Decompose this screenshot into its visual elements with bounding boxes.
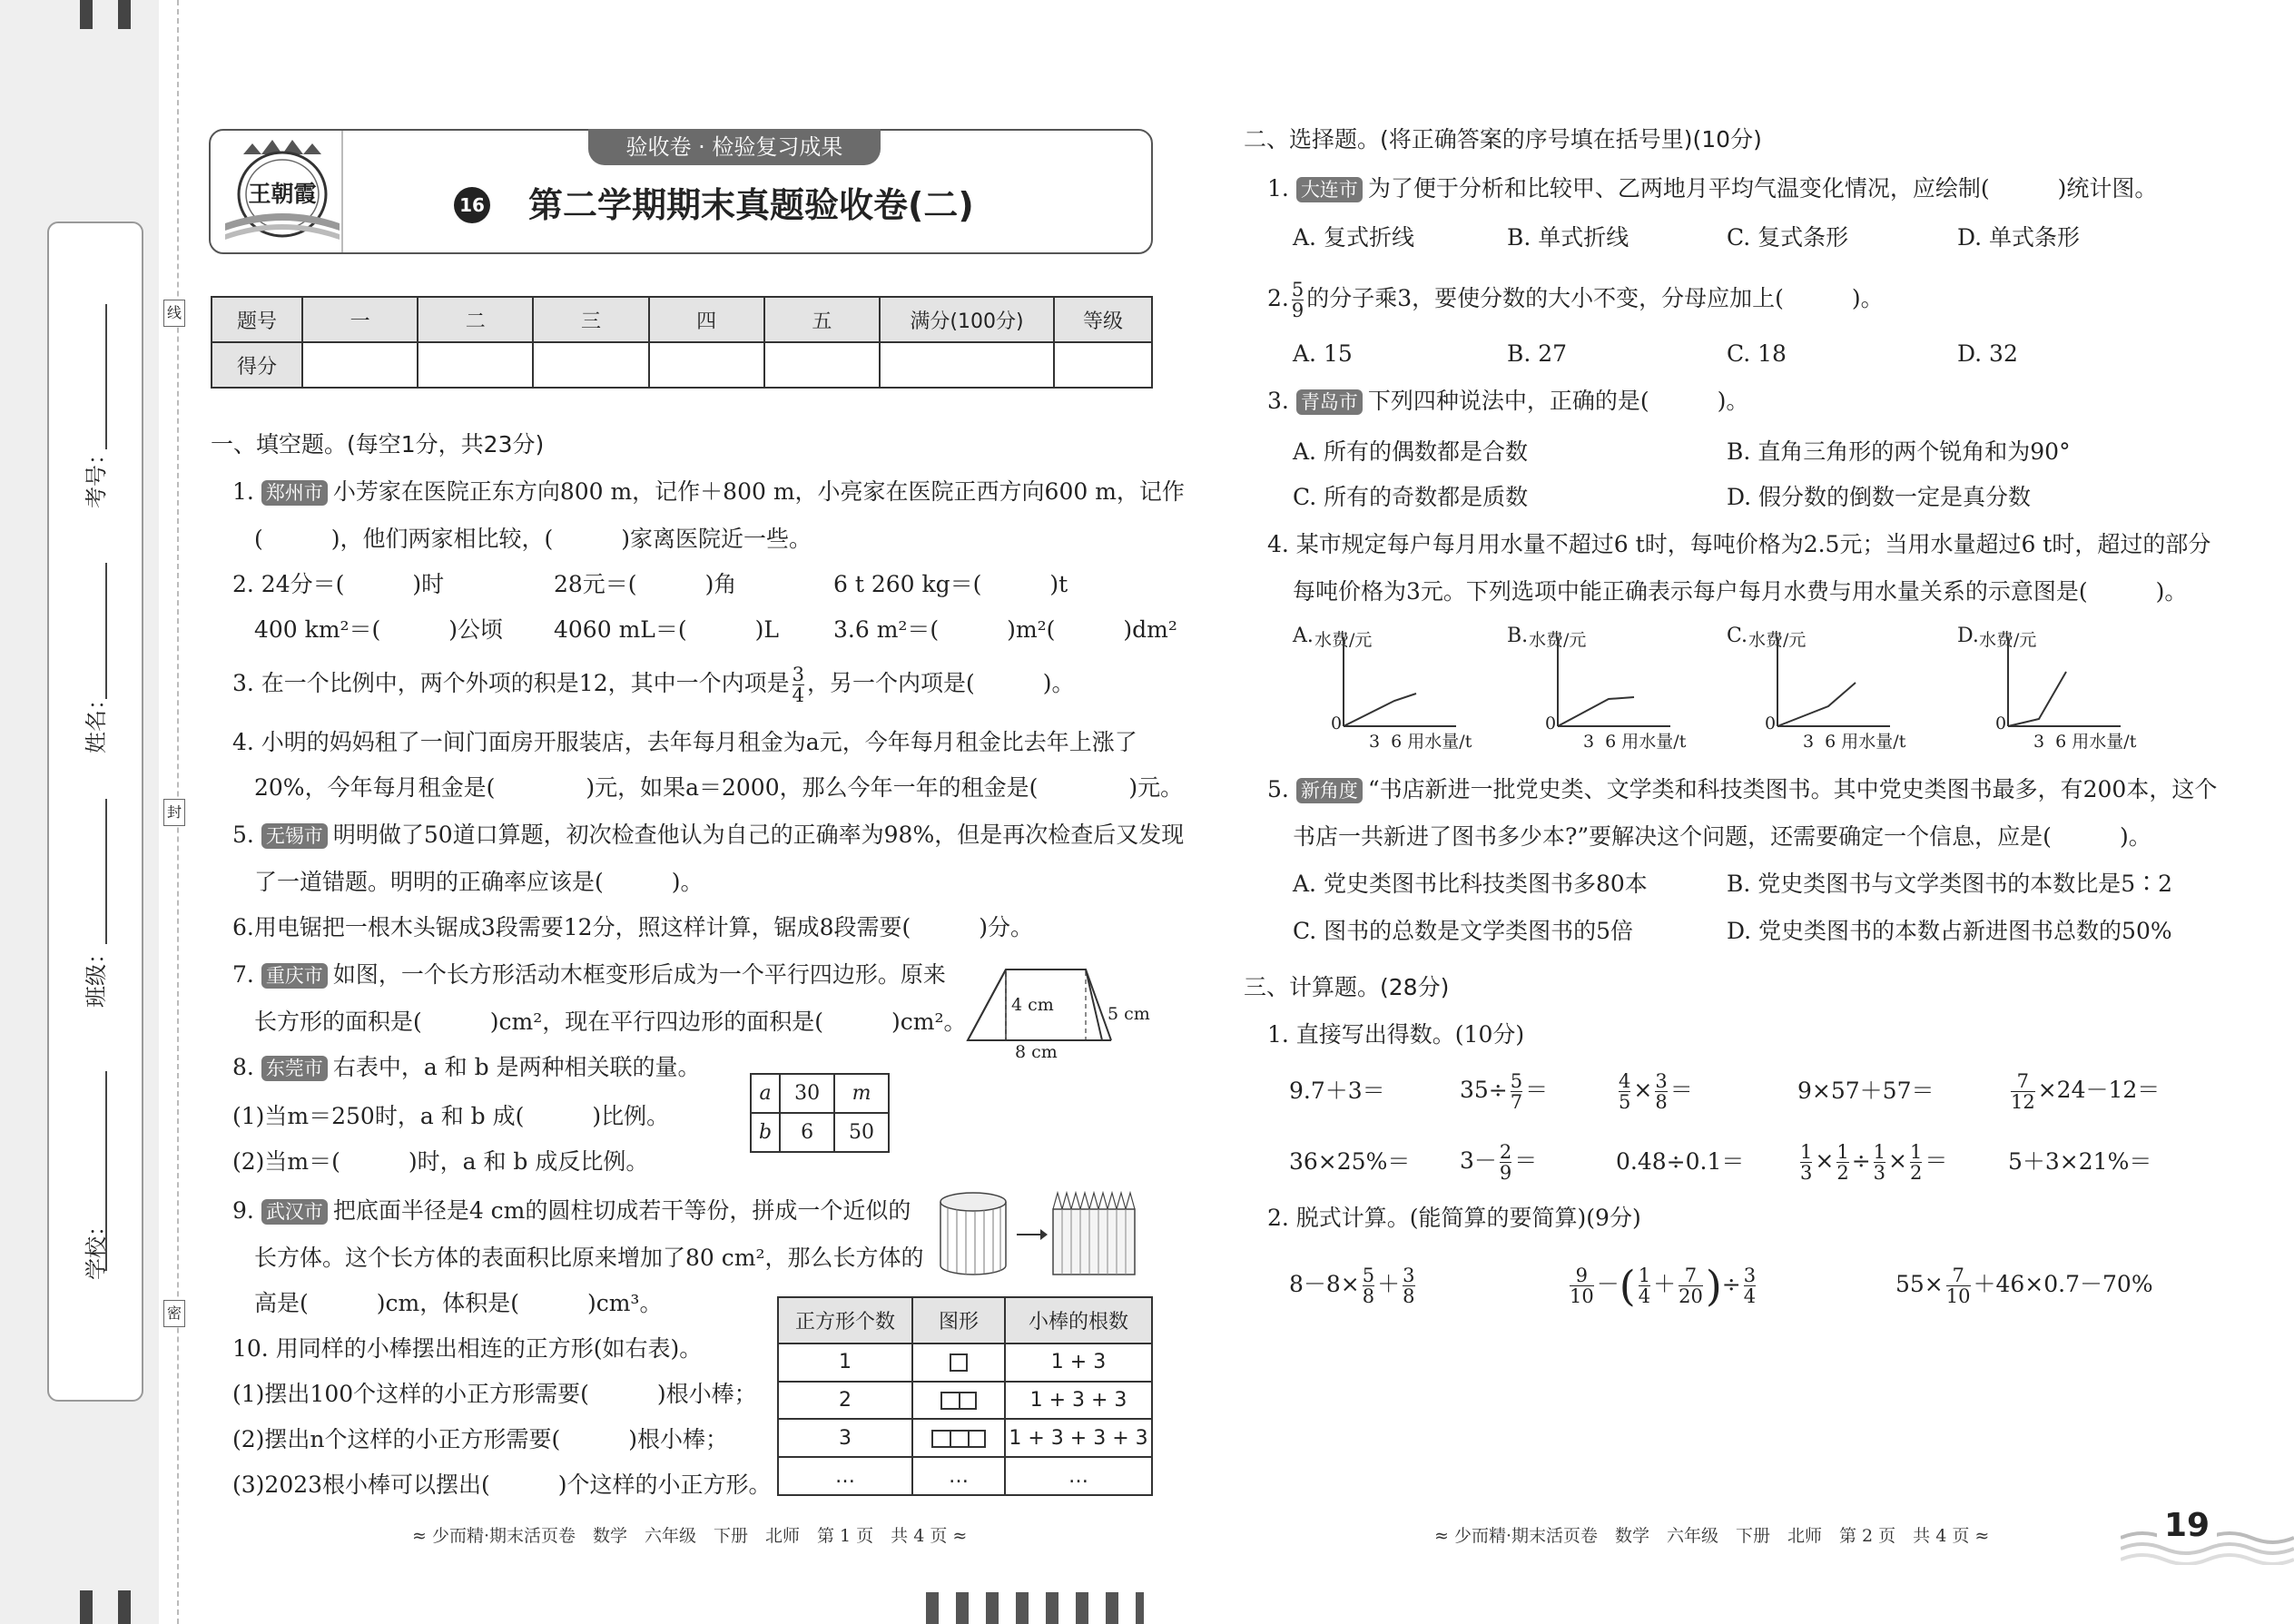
seal-mark-secret: 密 bbox=[163, 1300, 185, 1327]
exam-title: 第二学期期末真题验收卷(二) bbox=[528, 185, 974, 225]
calc-9: $\frac{1}{3}$ × $\frac{1}{2}$ ÷ $\frac{1}{3}$ × $\frac{1}{2}$ ＝ bbox=[1800, 1141, 1948, 1184]
q3-text-a: 3. 在一个比例中，两个外项的积是12，其中一个内项是 bbox=[232, 670, 790, 696]
q10-dots: … bbox=[778, 1457, 912, 1495]
fraction-five-ninths: $\frac{5}{9}$ bbox=[1291, 279, 1305, 321]
score-header-cell: 满分(100分) bbox=[880, 297, 1054, 342]
class-underline bbox=[105, 799, 107, 944]
q10-head: 正方形个数 bbox=[778, 1297, 912, 1343]
q8-part1: (1)当m＝250时，a 和 b 成( )比例。 bbox=[232, 1103, 670, 1129]
q8-cell: 50 bbox=[834, 1113, 889, 1152]
q10-table bbox=[777, 1296, 1153, 1496]
q1-text: 小芳家在医院正东方向800 m，记作＋800 m，小亮家在医院正西方向600 m，记作 bbox=[332, 478, 1185, 505]
q9-line3: 高是( )cm，体积是( )cm³。 bbox=[254, 1290, 663, 1316]
sec3-part1: 1. 直接写出得数。(10分) bbox=[1267, 1021, 1525, 1048]
q7-line2: 长方形的面积是( )cm²，现在平行四边形的面积是( )cm²。 bbox=[254, 1009, 967, 1035]
exam-number-badge: 16 bbox=[454, 187, 490, 223]
sec2-title: 二、选择题。(将正确答案的序号填在括号里)(10分) bbox=[1244, 126, 1762, 153]
q10-dots: … bbox=[1005, 1457, 1152, 1495]
s2q1-opt: B. 单式折线 bbox=[1507, 224, 1629, 251]
region-tag: 东莞市 bbox=[261, 1056, 328, 1081]
graph-origin: 0 bbox=[1765, 714, 1777, 733]
calc-5: $\frac{7}{12}$ ×24－12＝ bbox=[2011, 1070, 2161, 1113]
q-number: 1. bbox=[232, 478, 254, 505]
q5-text: 明明做了50道口算题，初次检查他认为自己的正确率为98%，但是再次检查后又发现 bbox=[332, 822, 1185, 848]
cylinder-figure bbox=[939, 1189, 1138, 1280]
crop-mark bbox=[80, 0, 93, 29]
footer-right: ≈ 少而精·期末活页卷 数学 六年级 下册 北师 第 2 页 共 4 页 ≈ bbox=[1434, 1526, 1990, 1546]
graph-origin: 0 bbox=[1331, 714, 1343, 733]
s2q3-text: 下列四种说法中，正确的是( )。 bbox=[1367, 388, 1749, 414]
score-cell[interactable] bbox=[880, 342, 1054, 388]
graph-y-label: 水费/元 bbox=[1979, 630, 2037, 650]
binding-class-label: 班级： bbox=[84, 942, 109, 1008]
q10-part3: (3)2023根小棒可以摆出( )个这样的小正方形。 bbox=[232, 1471, 772, 1498]
s2q4-line2: 每吨价格为3元。下列选项中能正确表示每户每月水费与用水量关系的示意图是( )。 bbox=[1293, 578, 2188, 605]
q7-height-label: 4 cm bbox=[1011, 995, 1054, 1015]
q2-item-c: 6 t 260 kg＝( )t bbox=[833, 571, 1068, 597]
s2q3-opt: D. 假分数的倒数一定是真分数 bbox=[1727, 484, 2032, 510]
square-shape-3 bbox=[912, 1419, 1005, 1457]
examno-underline bbox=[105, 304, 107, 449]
q9-line2: 长方体。这个长方体的表面积比原来增加了80 cm²，那么长方体的 bbox=[254, 1245, 924, 1271]
q2-item-b: 28元＝( )角 bbox=[554, 571, 737, 597]
graph-option-b[interactable] bbox=[1507, 625, 1698, 755]
q9-line1 bbox=[232, 1196, 911, 1225]
q-number: 7. bbox=[232, 961, 254, 988]
calc-1: 9.7＋3＝ bbox=[1289, 1078, 1385, 1104]
q10-count: 1 bbox=[778, 1343, 912, 1382]
crop-mark bbox=[80, 1590, 93, 1624]
q8-table bbox=[750, 1073, 890, 1153]
q10-sticks: 1 + 3 + 3 + 3 bbox=[1005, 1419, 1152, 1457]
q8-cell: 6 bbox=[780, 1113, 834, 1152]
q10-line1: 10. 用同样的小棒摆出相连的正方形(如右表)。 bbox=[232, 1335, 703, 1362]
parallelogram-figure bbox=[966, 962, 1153, 1064]
calc-4: 9×57＋57＝ bbox=[1797, 1078, 1935, 1104]
s2q1-line bbox=[1267, 174, 2157, 203]
graph-option-c[interactable] bbox=[1727, 625, 1917, 755]
calc-10: 5＋3×21%＝ bbox=[2008, 1148, 2152, 1175]
page-number: 19 bbox=[2157, 1507, 2217, 1544]
s2q2-line bbox=[1267, 280, 1884, 320]
s2q4-line1: 4. 某市规定每户每月用水量不超过6 t时，每吨价格为2.5元；当用水量超过6 t时，超过的部分 bbox=[1267, 531, 2211, 557]
region-tag: 新角度 bbox=[1296, 778, 1363, 803]
step-calc-2: $\frac{9}{10}$ －( $\frac{1}{4}$ ＋ $\frac{7}{20}$ )÷ $\frac{3}{4}$ bbox=[1570, 1261, 1757, 1311]
s2q3-opt: C. 所有的奇数都是质数 bbox=[1293, 484, 1529, 510]
q8-cell: b bbox=[751, 1113, 780, 1152]
q1-line2: ( )，他们两家相比较，( )家离医院近一些。 bbox=[254, 526, 812, 552]
q10-part1: (1)摆出100个这样的小正方形需要( )根小棒； bbox=[232, 1381, 757, 1407]
sec3-title: 三、计算题。(28分) bbox=[1244, 974, 1450, 1000]
graph-y-label: 水费/元 bbox=[1529, 630, 1587, 650]
binding-name-label: 姓名： bbox=[84, 688, 109, 753]
calc-7: 3－ $\frac{2}{9}$ ＝ bbox=[1460, 1141, 1538, 1184]
q7-line1 bbox=[232, 960, 946, 989]
q7-side-label: 5 cm bbox=[1108, 1004, 1150, 1024]
region-tag: 武汉市 bbox=[261, 1199, 328, 1225]
s2q5-opt: B. 党史类图书与文学类图书的本数比是5∶2 bbox=[1727, 871, 2173, 897]
score-header-cell: 三 bbox=[533, 297, 648, 342]
q8-cell: 30 bbox=[780, 1074, 834, 1113]
q-number: 5. bbox=[232, 822, 254, 848]
graph-option-a[interactable] bbox=[1293, 625, 1483, 755]
q8-cell: a bbox=[751, 1074, 780, 1113]
graph-origin: 0 bbox=[1995, 714, 2007, 733]
calc-3: $\frac{4}{5}$ × $\frac{3}{8}$ ＝ bbox=[1619, 1070, 1693, 1113]
score-cell[interactable] bbox=[764, 342, 880, 388]
footer-left: ≈ 少而精·期末活页卷 数学 六年级 下册 北师 第 1 页 共 4 页 ≈ bbox=[412, 1526, 968, 1546]
graph-opt-label: B. bbox=[1507, 625, 1529, 647]
q2-item-e: 4060 mL＝( )L bbox=[554, 616, 779, 643]
logo-divider bbox=[341, 131, 343, 252]
s2q1-text: 为了便于分析和比较甲、乙两地月平均气温变化情况，应绘制( )统计图。 bbox=[1367, 175, 2158, 202]
q-number: 1. bbox=[1267, 175, 1289, 202]
s2q2-opt: A. 15 bbox=[1293, 340, 1353, 367]
graph-x-label: 3 6 用水量/t bbox=[1583, 732, 1687, 752]
graph-opt-label: D. bbox=[1957, 625, 1979, 647]
seal-mark-seal: 封 bbox=[163, 799, 185, 826]
region-tag: 重庆市 bbox=[261, 963, 328, 989]
q1-line1 bbox=[232, 477, 1185, 507]
q10-head: 图形 bbox=[912, 1297, 1005, 1343]
q-number: 2. bbox=[1267, 285, 1289, 311]
score-cell[interactable] bbox=[418, 342, 533, 388]
score-header-cell: 五 bbox=[764, 297, 880, 342]
graph-opt-label: A. bbox=[1293, 625, 1314, 647]
s2q3-opt: A. 所有的偶数都是合数 bbox=[1293, 438, 1528, 465]
binding-school-label: 学校： bbox=[84, 1215, 109, 1280]
q-number: 5. bbox=[1267, 776, 1289, 802]
crop-mark bbox=[118, 1590, 131, 1624]
score-cell[interactable] bbox=[649, 342, 764, 388]
s2q1-opt: C. 复式条形 bbox=[1727, 224, 1849, 251]
s2q5-opt: A. 党史类图书比科技类图书多80本 bbox=[1293, 871, 1648, 897]
school-underline bbox=[105, 1071, 107, 1271]
graph-x-label: 3 6 用水量/t bbox=[2033, 732, 2137, 752]
q8-cell: m bbox=[834, 1074, 889, 1113]
q-number: 3. bbox=[1267, 388, 1289, 414]
q10-count: 3 bbox=[778, 1419, 912, 1457]
step-calc-3: 55× $\frac{7}{10}$ ＋46×0.7－70% bbox=[1895, 1265, 2153, 1307]
graph-x-label: 3 6 用水量/t bbox=[1803, 732, 1906, 752]
s2q3-line bbox=[1267, 387, 1748, 416]
region-tag: 无锡市 bbox=[261, 823, 328, 849]
s2q2-opt: D. 32 bbox=[1957, 340, 2018, 367]
sec1-title: 一、填空题。(每空1分，共23分) bbox=[211, 431, 545, 458]
step-calc-1: 8－8× $\frac{5}{8}$ ＋ $\frac{3}{8}$ bbox=[1289, 1265, 1415, 1307]
q10-sticks: 1 + 3 bbox=[1005, 1343, 1152, 1382]
publisher-logo bbox=[225, 136, 340, 249]
name-underline bbox=[105, 563, 107, 699]
graph-y-label: 水费/元 bbox=[1314, 630, 1373, 650]
q3-line bbox=[232, 664, 1075, 705]
s2q1-opt: D. 单式条形 bbox=[1957, 224, 2081, 251]
crop-mark bbox=[118, 0, 131, 29]
q2-item-a: 2. 24分＝( )时 bbox=[232, 571, 445, 597]
score-row-label: 得分 bbox=[212, 342, 302, 388]
region-tag: 青岛市 bbox=[1296, 389, 1363, 415]
square-shape-1 bbox=[912, 1343, 1005, 1382]
q10-dots: … bbox=[912, 1457, 1005, 1495]
q8-text: 右表中，a 和 b 是两种相关联的量。 bbox=[332, 1054, 701, 1080]
q-number: 8. bbox=[232, 1054, 254, 1080]
s2q5-opt: C. 图书的总数是文学类图书的5倍 bbox=[1293, 918, 1634, 944]
q8-part2: (2)当m＝( )时，a 和 b 成反比例。 bbox=[232, 1148, 649, 1175]
q9-text: 把底面半径是4 cm的圆柱切成若干等份，拼成一个近似的 bbox=[332, 1197, 911, 1224]
q2-item-f: 3.6 m²＝( )m²( )dm² bbox=[833, 616, 1177, 643]
q10-sticks: 1 + 3 + 3 bbox=[1005, 1382, 1152, 1420]
calc-8: 0.48÷0.1＝ bbox=[1616, 1148, 1745, 1175]
q2-item-d: 400 km²＝( )公顷 bbox=[254, 616, 504, 643]
s2q1-opt: A. 复式折线 bbox=[1293, 224, 1414, 251]
q8-line1 bbox=[232, 1053, 701, 1082]
score-cell[interactable] bbox=[533, 342, 648, 388]
s2q2-opt: C. 18 bbox=[1727, 340, 1787, 367]
score-table bbox=[211, 296, 1153, 389]
s2q5-line2: 书店一共新进了图书多少本?”要解决这个问题，还需要确定一个信息，应是( )。 bbox=[1293, 823, 2151, 850]
q10-head: 小棒的根数 bbox=[1005, 1297, 1152, 1343]
q5-line1 bbox=[232, 821, 1184, 850]
q-number: 9. bbox=[232, 1197, 254, 1224]
binding-examno-label: 考号： bbox=[84, 443, 109, 508]
s2q2-text: 的分子乘3，要使分数的大小不变，分母应加上( )。 bbox=[1306, 285, 1884, 311]
calc-2: 35÷ $\frac{5}{7}$ ＝ bbox=[1460, 1070, 1549, 1113]
q6-line: 6.用电锯把一根木头锯成3段需要12分，照这样计算，锯成8段需要( )分。 bbox=[232, 914, 1033, 940]
s2q5-opt: D. 党史类图书的本数占新进图书总数的50% bbox=[1727, 918, 2172, 944]
header-banner: 验收卷 · 检验复习成果 bbox=[588, 129, 881, 165]
graph-option-d[interactable] bbox=[1957, 625, 2148, 755]
q10-part2: (2)摆出n个这样的小正方形需要( )根小棒； bbox=[232, 1426, 729, 1452]
score-cell[interactable] bbox=[1054, 342, 1152, 388]
q5-line2: 了一道错题。明明的正确率应该是( )。 bbox=[254, 869, 704, 895]
region-tag: 郑州市 bbox=[261, 480, 328, 506]
q3-text-b: ，另一个内项是( )。 bbox=[807, 670, 1075, 696]
s2q5-line1 bbox=[1267, 775, 2217, 804]
s2q3-opt: B. 直角三角形的两个锐角和为90° bbox=[1727, 438, 2071, 465]
graph-x-label: 3 6 用水量/t bbox=[1369, 732, 1472, 752]
score-header-cell: 四 bbox=[649, 297, 764, 342]
q4-line1: 4. 小明的妈妈租了一间门面房开服装店，去年每月租金为a元，今年每月租金比去年上涨了 bbox=[232, 729, 1137, 755]
score-header-cell: 等级 bbox=[1054, 297, 1152, 342]
score-header-cell: 题号 bbox=[212, 297, 302, 342]
q7-text: 如图，一个长方形活动木框变形后成为一个平行四边形。原来 bbox=[332, 961, 946, 988]
q4-line2: 20%，今年每月租金是( )元，如果a＝2000，那么今年一年的租金是( )元。 bbox=[254, 774, 1184, 801]
q10-count: 2 bbox=[778, 1382, 912, 1420]
region-tag: 大连市 bbox=[1296, 177, 1363, 202]
q7-base-label: 8 cm bbox=[1015, 1042, 1058, 1062]
sec3-part2: 2. 脱式计算。(能简算的要简算)(9分) bbox=[1267, 1205, 1641, 1231]
registration-bars bbox=[926, 1592, 1144, 1624]
score-cell[interactable] bbox=[302, 342, 418, 388]
fraction-three-quarters: $\frac{3}{4}$ bbox=[792, 664, 804, 706]
graph-y-label: 水费/元 bbox=[1748, 630, 1807, 650]
seal-mark-line: 线 bbox=[163, 300, 185, 327]
graph-opt-label: C. bbox=[1727, 625, 1748, 647]
graph-origin: 0 bbox=[1545, 714, 1557, 733]
calc-6: 36×25%＝ bbox=[1289, 1148, 1411, 1175]
score-header-cell: 一 bbox=[302, 297, 418, 342]
square-shape-2 bbox=[912, 1382, 1005, 1420]
s2q5-text: “书店新进一批党史类、文学类和科技类图书。其中党史类图书最多，有200本，这个 bbox=[1367, 776, 2218, 802]
logo-text: 王朝霞 bbox=[248, 181, 317, 207]
s2q2-opt: B. 27 bbox=[1507, 340, 1568, 367]
score-header-cell: 二 bbox=[418, 297, 533, 342]
